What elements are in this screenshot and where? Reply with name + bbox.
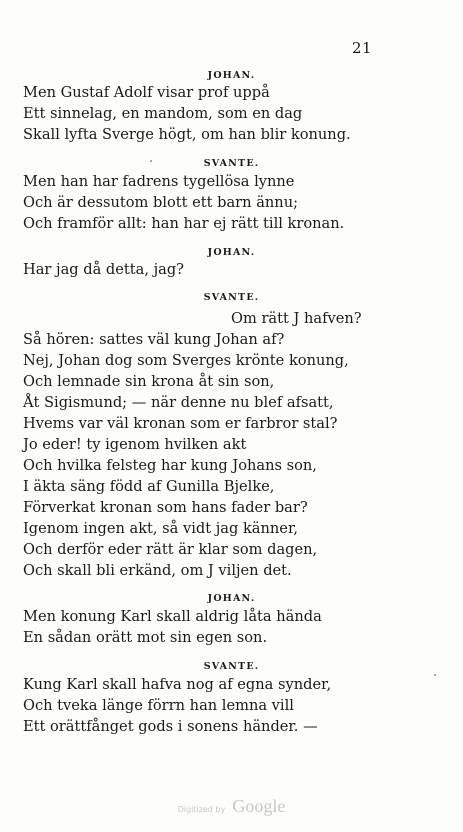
verse-line: En sådan orätt mot sin egen son. bbox=[23, 629, 268, 646]
print-speck bbox=[150, 160, 152, 162]
speaker-name: SVANTE. bbox=[203, 158, 260, 169]
verse-line: Men Gustaf Adolf visar prof uppå bbox=[23, 84, 270, 101]
verse-line: Skall lyfta Sverge högt, om han blir konung. bbox=[23, 126, 351, 143]
speaker-name: JOHAN. bbox=[207, 70, 256, 81]
speaker-name: SVANTE. bbox=[203, 292, 260, 303]
verse-line: Och är dessutom blott ett barn ännu; bbox=[23, 194, 299, 211]
verse-line: Har jag då detta, jag? bbox=[23, 261, 185, 278]
verse-line: Och derför eder rätt är klar som dagen, bbox=[23, 541, 318, 558]
verse-line: Och framför allt: han har ej rätt till kronan. bbox=[23, 215, 345, 232]
print-speck bbox=[434, 674, 436, 676]
speaker-name: JOHAN. bbox=[207, 593, 256, 604]
verse-line: Jo eder! ty igenom hvilken akt bbox=[23, 436, 247, 453]
verse-line: Så hören: sattes väl kung Johan af? bbox=[23, 331, 285, 348]
verse-line: Och skall bli erkänd, om J viljen det. bbox=[23, 562, 292, 579]
watermark-brand: Google bbox=[232, 796, 286, 816]
verse-line: Men han har fadrens tygellösa lynne bbox=[23, 173, 295, 190]
watermark-prefix: Digitized by bbox=[177, 805, 226, 814]
verse-line: Ett sinnelag, en mandom, som en dag bbox=[23, 105, 303, 122]
verse-line: Åt Sigismund; — när denne nu blef afsatt, bbox=[23, 394, 334, 411]
verse-line: Hvems var väl kronan som er farbror stal? bbox=[23, 415, 338, 432]
verse-line: I äkta säng född af Gunilla Bjelke, bbox=[23, 478, 275, 495]
verse-line: Om rätt J hafven? bbox=[231, 310, 362, 327]
verse-line: Ett orättfånget gods i sonens händer. — bbox=[23, 718, 318, 735]
verse-line: Och tveka länge förrn han lemna vill bbox=[23, 697, 294, 714]
verse-line: Men konung Karl skall aldrig låta hända bbox=[23, 608, 322, 625]
verse-line: Kung Karl skall hafva nog af egna synder, bbox=[23, 676, 332, 693]
verse-line: Och hvilka felsteg har kung Johans son, bbox=[23, 457, 317, 474]
digitized-watermark bbox=[0, 796, 463, 817]
verse-line: Förverkat kronan som hans fader bar? bbox=[23, 499, 308, 516]
speaker-name: SVANTE. bbox=[203, 661, 260, 672]
speaker-name: JOHAN. bbox=[207, 247, 256, 258]
verse-line: Nej, Johan dog som Sverges krönte konung, bbox=[23, 352, 349, 369]
verse-line: Och lemnade sin krona åt sin son, bbox=[23, 373, 275, 390]
verse-line: Igenom ingen akt, så vidt jag känner, bbox=[23, 520, 298, 537]
page-number: 21 bbox=[352, 39, 373, 57]
